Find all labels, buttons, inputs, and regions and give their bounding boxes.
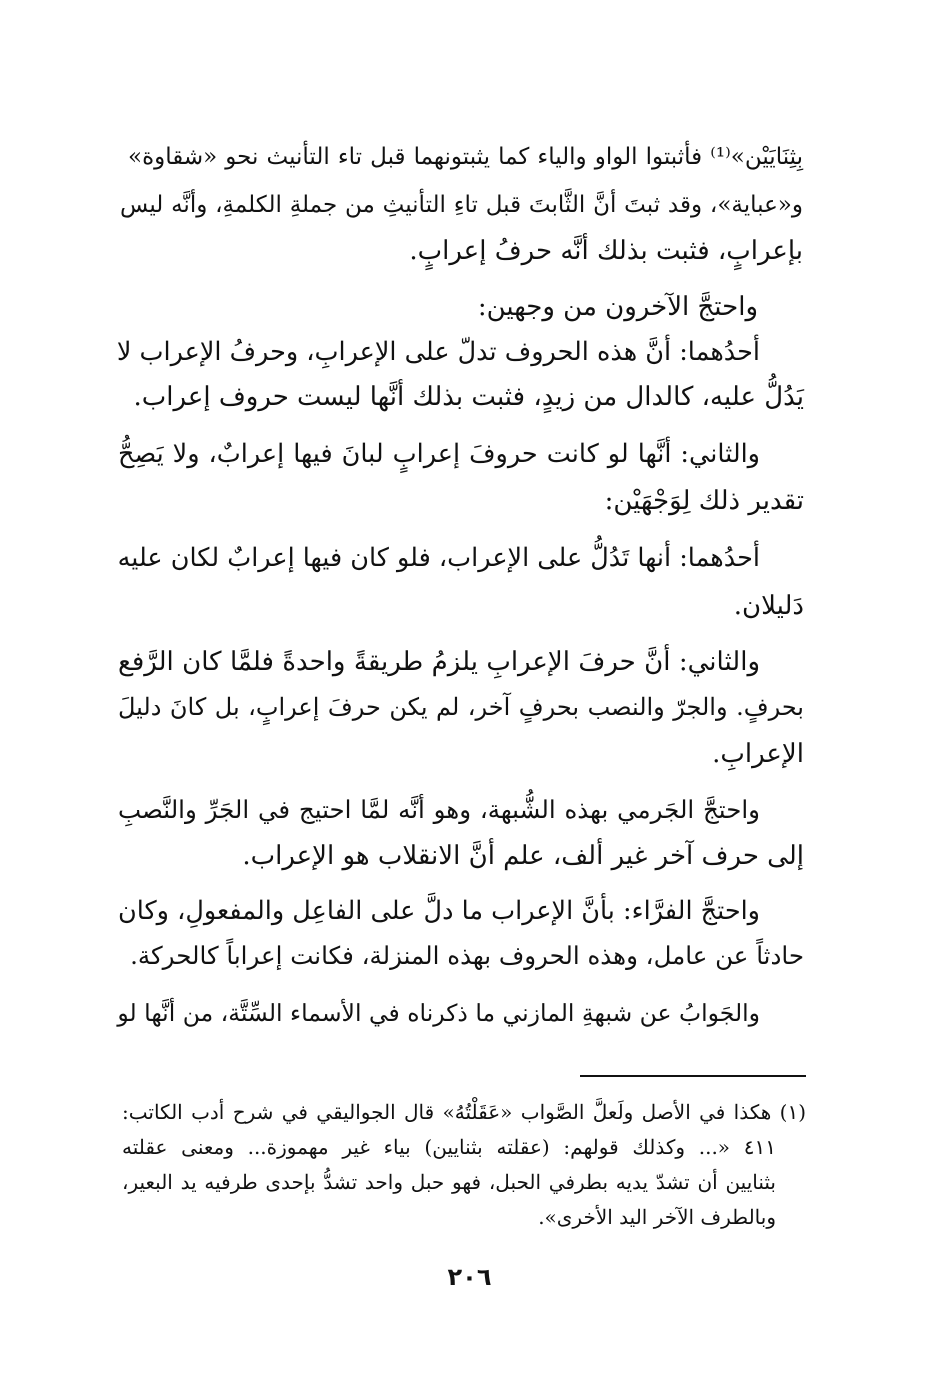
footnote-line-3: بثنايين أن تشدّ يديه بطرفي الحبل، فهو حبل واحد تشدُّ بإحدى طرفيه يد البعير، — [122, 1170, 776, 1194]
body-line-5: أحدُهما: أنَّ هذه الحروف تدلّ على الإعرابِ، وحرفُ الإعراب لا — [116, 337, 760, 367]
body-line-10: دَليلان. — [733, 591, 804, 621]
body-line-12: بحرفٍ. والجرّ والنصب بحرفٍ آخر، لم يكن حرفَ إعرابٍ، بل كانَ دليلَ — [118, 693, 804, 721]
footnote-line-4: وبالطرف الآخر اليد الأخرى». — [538, 1205, 776, 1229]
body-line-17: حادثاً عن عامل، وهذه الحروف بهذه المنزلة، فكانت إعراباً كالحركة. — [130, 941, 804, 970]
body-line-11: والثاني: أنَّ حرفَ الإعرابِ يلزمُ طريقةً واحدةً فلمَّا كان الرَّفع — [118, 647, 760, 677]
body-line-14: واحتجَّ الجَرمي بهذه الشُّبهة، وهو أنَّه لمَّا احتيج في الجَرِّ والنَّصبِ — [118, 795, 760, 824]
body-line-15: إلى حرف آخر غير ألف، علم أنَّ الانقلاب هو الإعراب. — [242, 841, 804, 871]
footnote-line-1: (١) هكذا في الأصل ولَعلَّ الصَّواب «عَقَلْتُهُ» قال الجواليقي في شرح أدب الكاتب: — [122, 1100, 806, 1124]
body-line-2: و«عباية»، وقد ثبتَ أنَّ الثَّابتَ قبل تاءِ التأنيثِ من جملةِ الكلمةِ، وأنَّه ليس — [120, 192, 803, 218]
body-line-7: والثاني: أنَّها لو كانت حروفَ إعرابٍ لبانَ فيها إعرابٌ، ولا يَصِحُّ — [118, 439, 760, 469]
body-line-3: بإعرابٍ، فثبت بذلك أنَّه حرفُ إعرابٍ. — [409, 236, 803, 266]
body-line-13: الإعرابِ. — [712, 739, 804, 769]
footnote-separator — [580, 1075, 806, 1077]
footnote-line-2: ٤١١ «... وكذلك قولهم: (عقلته بثنايين) بياء غير مهموزة... ومعنى عقلته — [122, 1135, 776, 1159]
body-line-6: يَدُلُّ عليه، كالدال من زيدٍ، فثبت بذلك أنَّها ليست حروف إعراب. — [133, 382, 804, 412]
body-line-8: تقدير ذلك لِوَجْهَيْن: — [604, 486, 804, 516]
body-line-1: بِثِنَايَيْن»⁽¹⁾ فأثبتوا الواو والياء كما يثبتونهما قبل تاء التأنيث نحو «شقاوة» — [128, 144, 803, 170]
body-line-16: واحتجَّ الفرَّاء: بأنَّ الإعراب ما دلَّ على الفاعِل والمفعولِ، وكان — [118, 896, 760, 926]
body-line-18: والجَوابُ عن شبهةِ المازني ما ذكرناه في الأسماء السِّتَّة، من أنَّها لو — [117, 999, 760, 1027]
page-number: ٢٠٦ — [447, 1263, 492, 1291]
body-line-9: أحدُهما: أنها تَدُلُّ على الإعراب، فلو كان فيها إعرابٌ لكان عليه — [117, 543, 760, 573]
body-line-4: واحتجَّ الآخرون من وجهين: — [477, 292, 758, 322]
